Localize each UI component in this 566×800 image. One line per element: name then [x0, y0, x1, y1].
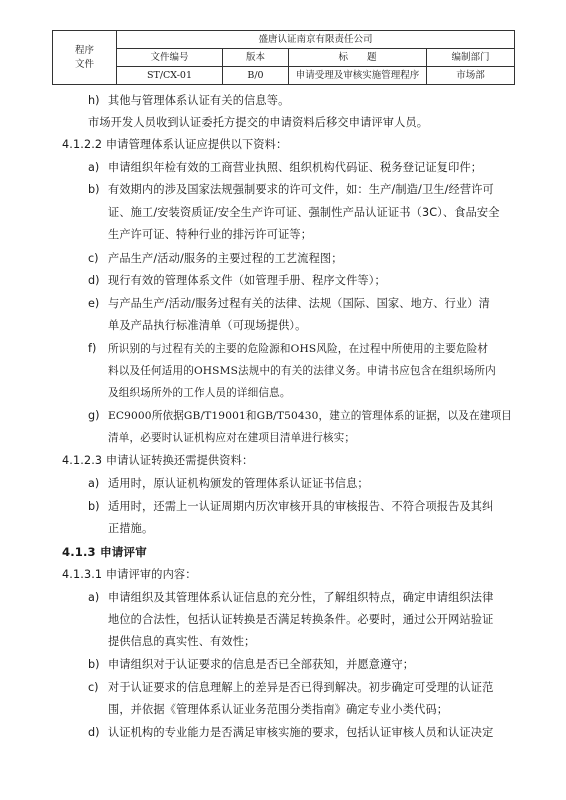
list-marker: b): [88, 183, 100, 196]
list-marker: h): [88, 94, 100, 107]
list-item-text: 适用时，原认证机构颁发的管理体系认证证书信息；: [108, 477, 369, 490]
list-marker: g): [88, 409, 100, 422]
doc-number-value: ST/CX-01: [117, 67, 223, 85]
list-marker: b): [88, 500, 100, 513]
list-marker: a): [88, 161, 100, 174]
list-item-text: 料以及任何适用的OHSMS法规中的有关的法律义务。申请书应包含在组织场所内: [108, 365, 496, 377]
list-marker: a): [88, 591, 100, 604]
list-marker: c): [88, 252, 99, 265]
doc-type-label: 程序 文件: [74, 44, 94, 70]
list-item-text: 清单，必要时认证机构应对在建项目清单进行核实；: [108, 432, 356, 444]
section-heading: 4.1.3.1 申请评审的内容：: [62, 568, 197, 581]
list-item-text: 对于认证要求的信息理解上的差异是否已得到解决。初步确定可受理的认证范: [108, 681, 494, 694]
col-header-doc-number: 文件编号: [117, 49, 223, 67]
document-header-table: [52, 30, 515, 85]
list-item-text: 申请组织及其管理体系认证信息的充分性，了解组织特点，确定申请组织法律: [108, 591, 494, 604]
list-item-text: 有效期内的涉及国家法规强制要求的许可文件，如：生产/制造/卫生/经营许可: [108, 183, 494, 196]
doc-type-cell: [53, 31, 117, 85]
list-item-text: 及组织场所外的工作人员的详细信息。: [108, 387, 291, 399]
list-item-text: 与产品生产/活动/服务过程有关的法律、法规（国际、国家、地方、行业）清: [108, 297, 490, 310]
list-marker: a): [88, 477, 100, 490]
company-name: 盛唐认证南京有限责任公司: [117, 31, 515, 49]
list-item-text: 其他与管理体系认证有关的信息等。: [108, 94, 290, 107]
list-item-text: EC9000所依据GB/T19001和GB/T50430，建立的管理体系的证据，以及在建项目: [108, 410, 512, 422]
list-item-text: 产品生产/活动/服务的主要过程的工艺流程图；: [108, 252, 343, 265]
list-marker: f): [88, 342, 97, 355]
col-header-version: 版本: [223, 49, 289, 67]
paragraph: 市场开发人员收到认证委托方提交的申请资料后移交申请评审人员。: [88, 116, 429, 129]
list-item-text: 申请组织对于认证要求的信息是否已全部获知，并愿意遵守；: [108, 658, 415, 671]
list-item-text: 申请组织年检有效的工商营业执照、组织机构代码证、税务登记证复印件；: [108, 161, 483, 174]
section-heading: 4.1.2.2 申请管理体系认证应提供以下资料：: [62, 138, 288, 151]
list-marker: d): [88, 274, 100, 287]
list-marker: d): [88, 726, 100, 739]
version-value: B/0: [223, 67, 289, 85]
list-item-text: 现行有效的管理体系文件（如管理手册、程序文件等）；: [108, 274, 386, 287]
list-item-text: 所识别的与过程有关的主要的危险源和OHS风险，在过程中所使用的主要危险材: [108, 343, 489, 355]
list-item-text: 生产许可证、特种行业的排污许可证等；: [108, 228, 313, 241]
list-item-text: 单及产品执行标准清单（可现场提供）。: [108, 319, 307, 332]
title-value: 申请受理及审核实施管理程序: [289, 67, 427, 85]
list-item-text: 认证机构的专业能力是否满足审核实施的要求，包括认证审核人员和认证决定: [108, 726, 494, 739]
section-heading-bold: 4.1.3 申请评审: [62, 545, 147, 559]
list-item-text: 提供信息的真实性、有效性；: [108, 635, 256, 648]
col-header-department: 编制部门: [427, 49, 515, 67]
department-value: 市场部: [427, 67, 515, 85]
list-marker: e): [88, 297, 100, 310]
list-marker: b): [88, 658, 100, 671]
list-item-text: 围，并依据《管理体系认证业务范围分类指南》确定专业小类代码；: [108, 703, 449, 716]
section-heading: 4.1.2.3 申请认证转换还需提供资料：: [62, 454, 254, 467]
list-item-text: 证、施工/安装资质证/安全生产许可证、强制性产品认证证书（3C）、食品安全: [108, 206, 500, 219]
list-item-text: 正措施。: [108, 522, 154, 535]
col-header-title: 标 题: [289, 49, 427, 67]
list-item-text: 地位的合法性，包括认证转换是否满足转换条件。必要时，通过公开网站验证: [108, 613, 494, 626]
list-marker: c): [88, 681, 99, 694]
list-item-text: 适用时，还需上一认证周期内历次审核开具的审核报告、不符合项报告及其纠: [108, 500, 494, 513]
